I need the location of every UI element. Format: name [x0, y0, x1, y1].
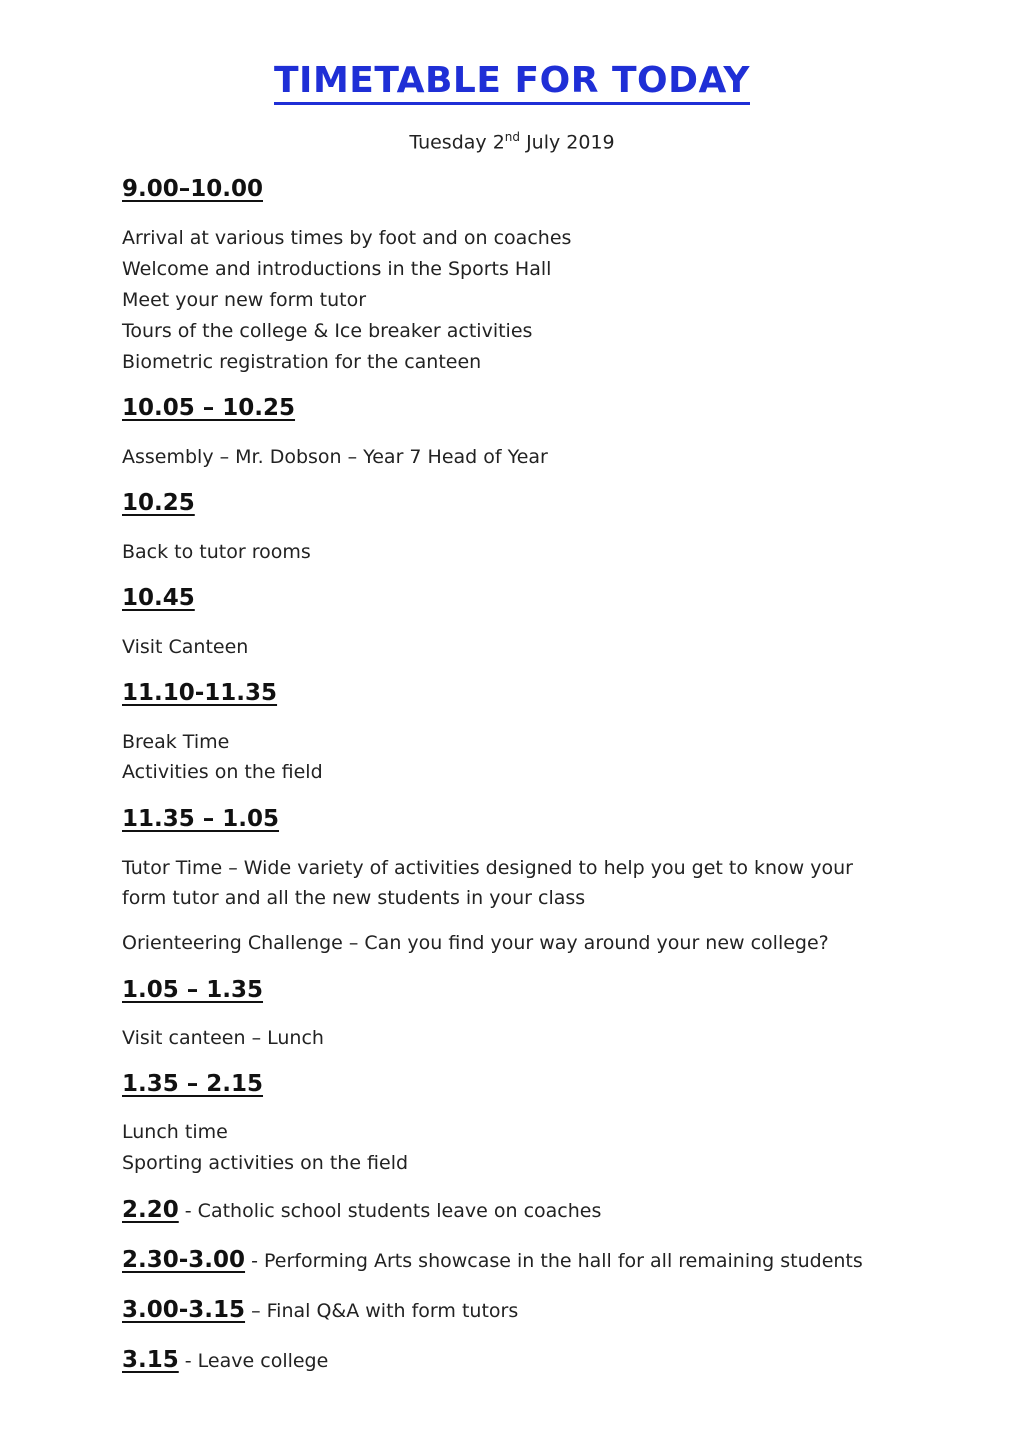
section-line: Visit canteen – Lunch — [122, 1027, 324, 1049]
inline-item-time: 3.15 — [122, 1347, 179, 1373]
section-line: Visit Canteen — [122, 636, 249, 658]
section-line: Assembly – Mr. Dobson – Year 7 Head of Year — [122, 446, 548, 468]
section-time-heading: 10.25 — [122, 490, 195, 516]
section-line: Arrival at various times by foot and on coaches — [122, 227, 572, 249]
section-line: Meet your new form tutor — [122, 289, 367, 311]
section-line: Tours of the college & Ice breaker activities — [122, 320, 533, 342]
inline-item-text: – Final Q&A with form tutors — [245, 1300, 519, 1322]
section-time-heading: 10.45 — [122, 585, 195, 611]
section-time-heading: 1.35 – 2.15 — [122, 1071, 264, 1097]
section-line: Orienteering Challenge – Can you find your way around your new college? — [122, 932, 829, 954]
section-time-heading: 9.00–10.00 — [122, 176, 263, 202]
section-line: form tutor and all the new students in your class — [122, 887, 586, 909]
section-line: Break Time — [122, 731, 230, 753]
section-line: Activities on the field — [122, 761, 323, 783]
date-line: Tuesday 2nd July 2019 — [409, 130, 615, 154]
inline-item — [122, 1247, 863, 1273]
section-time-heading: 11.10-11.35 — [122, 680, 278, 706]
section-time-heading: 10.05 – 10.25 — [122, 395, 296, 421]
section-line: Welcome and introductions in the Sports Hall — [122, 258, 552, 280]
inline-item — [122, 1347, 328, 1373]
inline-item-text: - Catholic school students leave on coaches — [178, 1200, 602, 1222]
section-line: Lunch time — [122, 1121, 228, 1143]
section-line: Back to tutor rooms — [122, 541, 311, 563]
section-line: Sporting activities on the field — [122, 1152, 409, 1174]
section-time-heading: 11.35 – 1.05 — [122, 806, 280, 832]
section-time-heading: 1.05 – 1.35 — [122, 977, 264, 1003]
inline-item-time: 2.30-3.00 — [122, 1247, 246, 1273]
section-line: Tutor Time – Wide variety of activities designed to help you get to know your — [122, 857, 853, 879]
section-line: Biometric registration for the canteen — [122, 351, 482, 373]
inline-item-time: 2.20 — [122, 1197, 179, 1223]
inline-item-time: 3.00-3.15 — [122, 1297, 246, 1323]
page-title: TIMETABLE FOR TODAY — [0, 60, 1024, 101]
inline-item — [122, 1297, 518, 1323]
inline-item-text: - Performing Arts showcase in the hall for all remaining students — [245, 1250, 863, 1272]
inline-item — [122, 1197, 601, 1223]
inline-item-text: - Leave college — [178, 1350, 329, 1372]
